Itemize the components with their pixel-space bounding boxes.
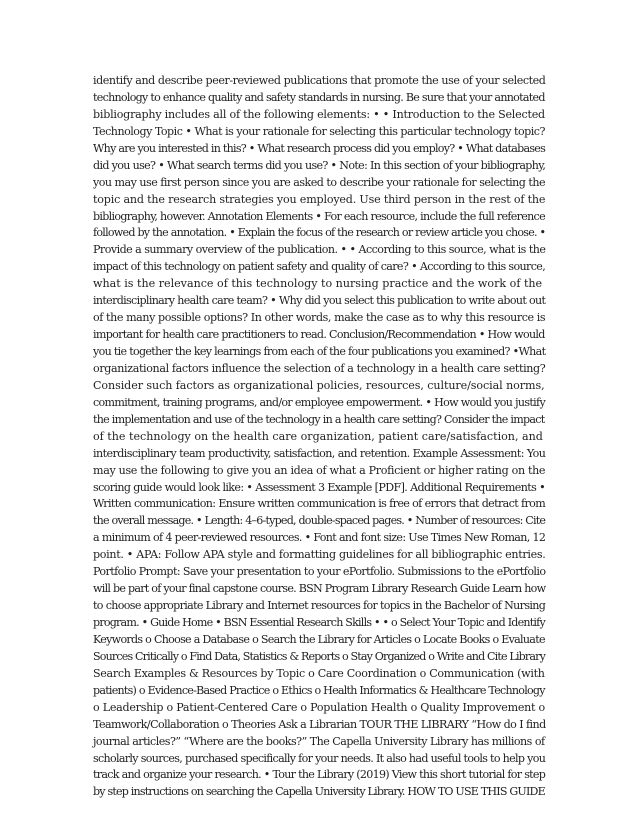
text-line: Teamwork/Collaboration o Theories Ask a Librarian TOUR THE LIBRARY “How do I find bbox=[93, 717, 546, 731]
text-line: a minimum of 4 peer-reviewed resources. • Font and font size: Use Times New Roman, 12 bbox=[93, 531, 546, 545]
text-line: Sources Critically o Find Data, Statistics & Reports o Stay Organized o Write and Cite Library bbox=[93, 649, 546, 663]
text-line: scholarly sources, purchased specifically for your needs. It also had useful tools to help you bbox=[93, 751, 546, 765]
text-line: what is the relevance of this technology to nursing practice and the work of the bbox=[93, 277, 543, 291]
text-line: point. • APA: Follow APA style and formatting guidelines for all bibliographic entries. bbox=[93, 548, 546, 562]
text-line: interdisciplinary team productivity, satisfaction, and retention. Example Assessment: You bbox=[93, 446, 546, 460]
text-line: of the technology on the health care organization, patient care/satisfaction, and bbox=[93, 429, 543, 443]
text-line: Consider such factors as organizational policies, resources, culture/social norms, bbox=[93, 378, 545, 392]
text-line: to choose appropriate Library and Internet resources for topics in the Bachelor of Nursing bbox=[93, 599, 546, 613]
body-text bbox=[93, 73, 545, 801]
text-line: of the many possible options? In other words, make the case as to why this resource is bbox=[93, 311, 546, 325]
text-line: Technology Topic • What is your rationale for selecting this particular technology topic? bbox=[93, 124, 545, 138]
text-line: Provide a summary overview of the publication. • • According to this source, what is the bbox=[93, 243, 546, 257]
text-line: important for health care practitioners to read. Conclusion/Recommendation • How would bbox=[93, 328, 545, 342]
text-line: journal articles?” “Where are the books?” The Capella University Library has millions of bbox=[93, 734, 545, 748]
text-line: identify and describe peer-reviewed publications that promote the use of your selected bbox=[93, 74, 546, 87]
text-line: followed by the annotation. • Explain the focus of the research or review article you chose. • bbox=[93, 226, 546, 240]
text-line: scoring guide would look like: • Assessment 3 Example [PDF]. Additional Requirements • bbox=[93, 480, 546, 494]
text-line: may use the following to give you an idea of what a Proficient or higher rating on the bbox=[93, 463, 546, 477]
text-line: technology to enhance quality and safety standards in nursing. Be sure that your annotated bbox=[93, 90, 545, 104]
text-line: you may use first person since you are asked to describe your rationale for selecting the bbox=[93, 175, 546, 189]
text-line: patients) o Evidence-Based Practice o Ethics o Health Informatics & Healthcare Technology bbox=[93, 683, 545, 697]
text-line: will be part of your final capstone course. BSN Program Library Research Guide Learn how bbox=[93, 582, 546, 596]
text-line: Search Examples & Resources by Topic o Care Coordination o Communication (with bbox=[93, 666, 545, 680]
text-line: program. • Guide Home • BSN Essential Research Skills • • o Select Your Topic and Identify bbox=[93, 616, 545, 629]
text-line: by step instructions on searching the Capella University Library. HOW TO USE THIS GUIDE bbox=[93, 785, 545, 799]
text-line: commitment, training programs, and/or employee empowerment. • How would you justify bbox=[93, 395, 546, 409]
text-line: bibliography includes all of the following elements: • • Introduction to the Selected bbox=[93, 107, 545, 121]
text-line: impact of this technology on patient safety and quality of care? • According to this source, bbox=[93, 260, 546, 274]
text-line: the implementation and use of the technology in a health care setting? Consider the impact bbox=[93, 412, 545, 426]
text-line: Portfolio Prompt: Save your presentation to your ePortfolio. Submissions to the ePortfolio bbox=[93, 565, 546, 579]
text-line: Written communication: Ensure written communication is free of errors that detract from bbox=[93, 497, 546, 511]
text-line: organizational factors influence the selection of a technology in a health care setting? bbox=[93, 361, 546, 375]
text-line: interdisciplinary health care team? • Why did you select this publication to write about out bbox=[93, 294, 546, 308]
text-line: o Leadership o Patient-Centered Care o Population Health o Quality Improvement o bbox=[93, 700, 545, 714]
text-line: the overall message. • Length: 4–6-typed, double-spaced pages. • Number of resources: Cite bbox=[93, 514, 546, 528]
text-line: topic and the research strategies you employed. Use third person in the rest of the bbox=[93, 192, 546, 206]
text-line: you tie together the key learnings from each of the four publications you examined? •What bbox=[93, 345, 546, 358]
text-line: bibliography, however. Annotation Elements • For each resource, include the full reference bbox=[93, 209, 545, 223]
text-line: did you use? • What search terms did you use? • Note: In this section of your bibliography, bbox=[93, 158, 546, 172]
text-line: Why are you interested in this? • What research process did you employ? • What databases bbox=[93, 141, 546, 155]
text-line: Keywords o Choose a Database o Search the Library for Articles o Locate Books o Evaluate bbox=[93, 632, 545, 646]
text-line: track and organize your research. • Tour the Library (2019) View this short tutorial for step bbox=[93, 768, 546, 782]
